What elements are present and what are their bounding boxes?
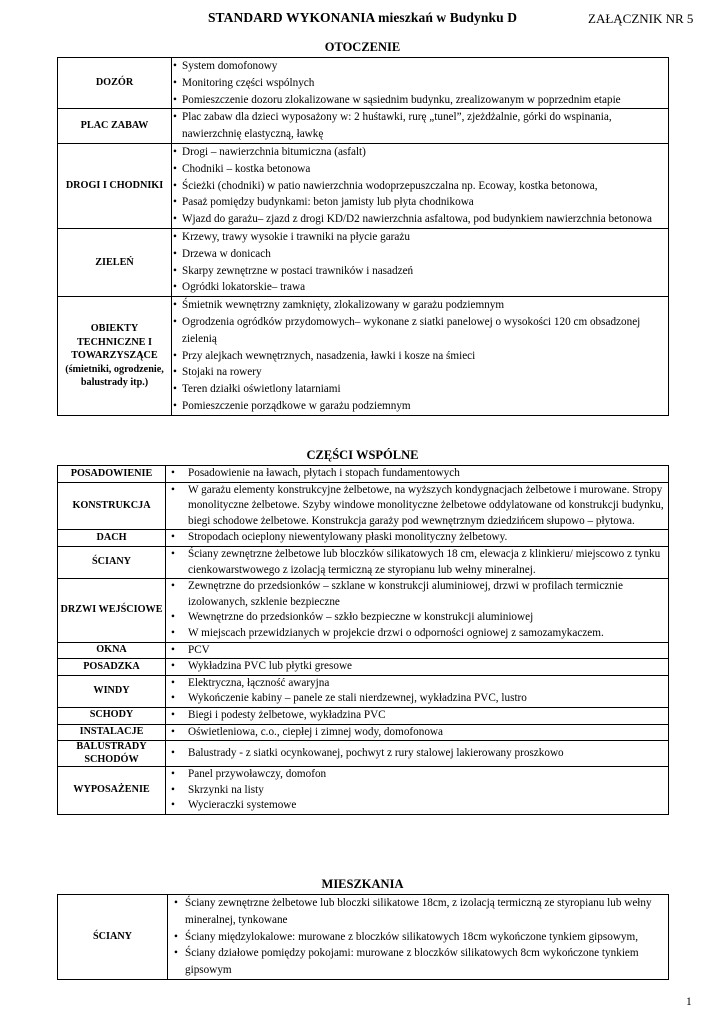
table-row	[58, 707, 669, 724]
list-item: • Balustrady - z siatki ocynkowanej, pochwyt z rury stalowej lakierowany proszkowo	[166, 746, 668, 762]
bullet-list	[166, 659, 668, 675]
list-item: • System domofonowy	[172, 58, 668, 75]
row-content	[166, 642, 669, 659]
row-content	[166, 482, 669, 530]
row-content	[166, 741, 669, 767]
table-row	[58, 767, 669, 815]
row-label: PLAC ZABAW	[58, 109, 172, 144]
row-content	[166, 675, 669, 707]
row-content	[166, 530, 669, 547]
list-item: • Posadowienie na ławach, płytach i stopach fundamentowych	[166, 466, 668, 482]
row-label: OKNA	[58, 642, 166, 659]
row-content	[172, 297, 669, 416]
bullet-list	[166, 643, 668, 659]
section-heading-czesci-wspolne: CZĘŚCI WSPÓLNE	[306, 448, 419, 462]
bullet-list	[166, 708, 668, 724]
table-row	[58, 659, 669, 676]
table-row	[58, 546, 669, 578]
bullet-list	[166, 676, 668, 707]
row-label: ŚCIANY	[58, 895, 168, 980]
bullet-list	[166, 725, 668, 741]
table-row	[58, 482, 669, 530]
row-label: DROGI I CHODNIKI	[58, 143, 172, 228]
bullet-list	[173, 895, 668, 979]
bullet-list	[172, 58, 668, 108]
bullet-list	[166, 579, 668, 641]
list-item: • Teren działki oświetlony latarniami	[172, 381, 668, 398]
row-content	[166, 724, 669, 741]
list-item: • Wycieraczki systemowe	[166, 798, 668, 814]
row-content	[166, 579, 669, 642]
list-item: • Stropodach ocieplony niewentylowany płaski monolityczny żelbetowy.	[166, 530, 668, 546]
list-item: • Elektryczna, łączność awaryjna	[166, 676, 668, 692]
page-number: 1	[686, 996, 692, 1008]
section-table-otoczenie	[57, 57, 669, 416]
row-label: POSADOWIENIE	[58, 466, 166, 483]
row-label: DACH	[58, 530, 166, 547]
row-label: POSADZKA	[58, 659, 166, 676]
list-item: • Śmietnik wewnętrzny zamknięty, zlokalizowany w garażu podziemnym	[172, 297, 668, 314]
bullet-list	[166, 466, 668, 482]
row-content	[166, 767, 669, 815]
table-row	[58, 675, 669, 707]
row-label: ŚCIANY	[58, 546, 166, 578]
row-content	[166, 466, 669, 483]
list-item: • Drzewa w donicach	[172, 246, 668, 263]
row-label: WINDY	[58, 675, 166, 707]
row-content	[172, 58, 669, 109]
row-content	[172, 143, 669, 228]
table-row	[58, 297, 669, 416]
row-label: OBIEKTY TECHNICZNE I TOWARZYSZĄCE (śmietniki, ogrodzenie, balustrady itp.)	[58, 297, 172, 416]
table-row	[58, 579, 669, 642]
list-item: • Biegi i podesty żelbetowe, wykładzina PVC	[166, 708, 668, 724]
row-label: SCHODY	[58, 707, 166, 724]
row-label: DOZÓR	[58, 58, 172, 109]
row-label: INSTALACJE	[58, 724, 166, 741]
bullet-list	[166, 746, 668, 762]
page-title: STANDARD WYKONANIA mieszkań w Budynku D	[207, 10, 518, 25]
table-row	[58, 741, 669, 767]
table-row	[58, 642, 669, 659]
row-label: WYPOSAŻENIE	[58, 767, 166, 815]
bullet-list	[166, 547, 668, 578]
list-item: • Plac zabaw dla dzieci wyposażony w: 2 huśtawki, rurę „tunel”, zjeżdżalnie, górki do wspinania, nawierzchnię elastyczną, ławkę	[172, 109, 668, 143]
list-item: • W garażu elementy konstrukcyjne żelbetowe, na wyższych kondygnacjach żelbetowe i murowane. Stropy monolityczne żelbetowe. Szyby windowe monolityczne żelbetowe oddylatowane od konstrukcji budynku, biegi schodowe żelbetowe. Konstrukcja garaży pod wewnętrznym dziedzińcem słupowo – płytowa.	[166, 483, 668, 530]
row-label: ZIELEŃ	[58, 228, 172, 296]
row-content	[166, 546, 669, 578]
list-item: • Ściany zewnętrzne żelbetowe lub bloczków silikatowych 18 cm, elewacja z klinkieru/ miejscowo z tynku cienkowarstwowego z izolacją termiczną ze styropianu lub wełny mineralnej.	[166, 547, 668, 578]
table-row	[58, 228, 669, 296]
list-item: • Wjazd do garażu– zjazd z drogi KD/D2 nawierzchnia asfaltowa, pod budynkiem nawierzchnia betonowa	[172, 211, 668, 228]
bullet-list	[166, 530, 668, 546]
bullet-list	[172, 109, 668, 143]
bullet-list	[172, 297, 668, 415]
row-content	[166, 707, 669, 724]
bullet-list	[172, 144, 668, 228]
row-label: DRZWI WEJŚCIOWE	[58, 579, 166, 642]
list-item: • Wykończenie kabiny – panele ze stali nierdzewnej, wykładzina PVC, lustro	[166, 691, 668, 707]
list-item: • Oświetleniowa, c.o., ciepłej i zimnej wody, domofonowa	[166, 725, 668, 741]
annex-label: ZAŁĄCZNIK NR 5	[588, 11, 694, 26]
list-item: • Ściany zewnętrzne żelbetowe lub bloczki silikatowe 18cm, z izolacją termiczną ze styropianu lub wełny mineralnej, tynkowane	[173, 895, 668, 929]
bullet-list	[166, 767, 668, 814]
list-item: • Pomieszczenie porządkowe w garażu podziemnym	[172, 398, 668, 415]
table-row	[58, 466, 669, 483]
list-item: • Panel przywoławczy, domofon	[166, 767, 668, 783]
table-row	[58, 895, 669, 980]
table-row	[58, 530, 669, 547]
list-item: • Pasaż pomiędzy budynkami: beton jamisty lub płyta chodnikowa	[172, 194, 668, 211]
section-heading-mieszkania: MIESZKANIA	[321, 877, 404, 891]
list-item: • Ogródki lokatorskie– trawa	[172, 279, 668, 296]
table-row	[58, 724, 669, 741]
section-table-czesci-wspolne	[57, 465, 669, 815]
list-item: • Chodniki – kostka betonowa	[172, 161, 668, 178]
table-row	[58, 109, 669, 144]
row-content	[172, 109, 669, 144]
table-row	[58, 143, 669, 228]
list-item: • Skrzynki na listy	[166, 783, 668, 799]
row-label: KONSTRUKCJA	[58, 482, 166, 530]
row-content	[166, 659, 669, 676]
list-item: • Stojaki na rowery	[172, 364, 668, 381]
list-item: • Ściany działowe pomiędzy pokojami: murowane z bloczków silikatowych 8cm wykończone tynkiem gipsowym	[173, 945, 668, 979]
list-item: • Ogrodzenia ogródków przydomowych– wykonane z siatki panelowej o wysokości 120 cm obsadzonej zielenią	[172, 314, 668, 348]
section-table-mieszkania	[57, 894, 669, 980]
list-item: • PCV	[166, 643, 668, 659]
row-content	[168, 895, 669, 980]
row-label: BALUSTRADY SCHODÓW	[58, 741, 166, 767]
bullet-list	[172, 229, 668, 296]
table-row	[58, 58, 669, 109]
list-item: • W miejscach przewidzianych w projekcie drzwi o odporności ogniowej z samozamykaczem.	[166, 626, 668, 642]
list-item: • Krzewy, trawy wysokie i trawniki na płycie garażu	[172, 229, 668, 246]
row-content	[172, 228, 669, 296]
list-item: • Przy alejkach wewnętrznych, nasadzenia, ławki i kosze na śmieci	[172, 348, 668, 365]
list-item: • Ściany międzylokalowe: murowane z bloczków silikatowych 18cm wykończone tynkiem gipsowym,	[173, 929, 668, 946]
bullet-list	[166, 483, 668, 530]
section-heading-otoczenie: OTOCZENIE	[324, 40, 401, 54]
list-item: • Zewnętrzne do przedsionków – szklane w konstrukcji aluminiowej, drzwi w profilach termicznie izolowanych, szklenie bezpieczne	[166, 579, 668, 610]
list-item: • Drogi – nawierzchnia bitumiczna (asfalt)	[172, 144, 668, 161]
list-item: • Ścieżki (chodniki) w patio nawierzchnia wodoprzepuszczalna np. Ecoway, kostka betonowa,	[172, 178, 668, 195]
list-item: • Wewnętrzne do przedsionków – szkło bezpieczne w konstrukcji aluminiowej	[166, 610, 668, 626]
list-item: • Wykładzina PVC lub płytki gresowe	[166, 659, 668, 675]
list-item: • Pomieszczenie dozoru zlokalizowane w sąsiednim budynku, zrealizowanym w poprzednim etapie	[172, 92, 668, 109]
list-item: • Skarpy zewnętrzne w postaci trawników i nasadzeń	[172, 263, 668, 280]
list-item: • Monitoring części wspólnych	[172, 75, 668, 92]
